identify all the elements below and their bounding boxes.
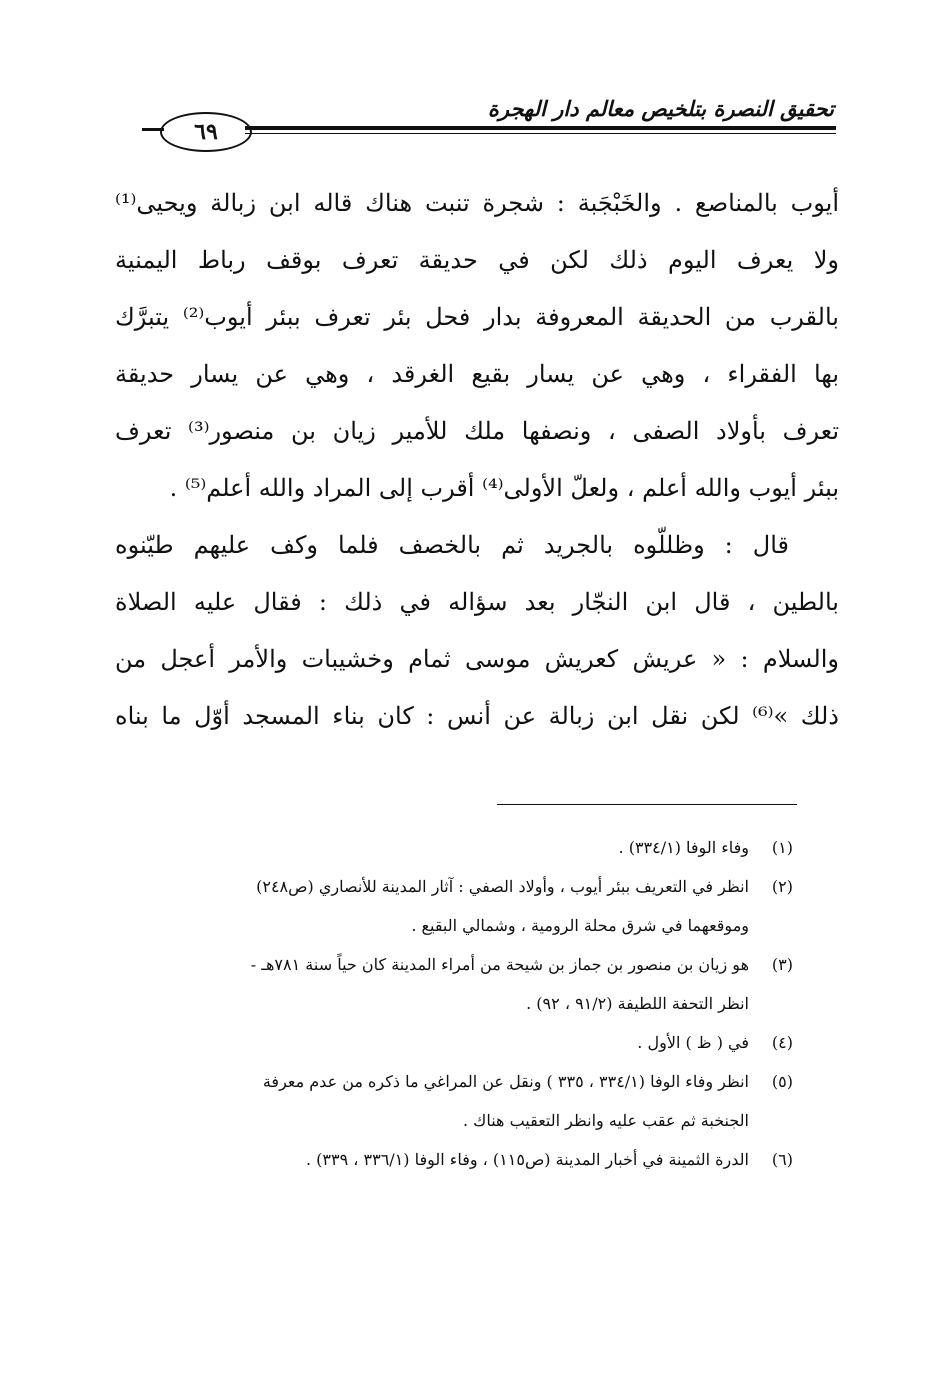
footnote-text: الجنخبة ثم عقب عليه وانظر التعقيب هناك . [462,1111,749,1130]
footnote-1 [115,828,793,867]
footnote-text: الدرة الثمينة في أخبار المدينة (ص١١٥) ، وفاء الوفا (٣٣٦/١ ، ٣٣٩) . [305,1150,749,1169]
header-rule-thick [245,126,836,130]
footnote-number: (٤) [771,1033,793,1052]
footnote-number: (١) [771,838,793,857]
page-header [0,0,944,160]
footnote-text: في ( ظ ) الأول . [637,1033,749,1052]
footnote-text: وفاء الوفا (٣٣٤/١) . [618,838,749,857]
footnote-2 [115,867,793,945]
footnote-4 [115,1023,793,1062]
header-rule-thin [245,133,836,134]
footnote-text: انظر وفاء الوفا (٣٣٤/١ ، ٣٣٥ ) ونقل عن المراغي ما ذكره من عدم معرفة [262,1072,749,1091]
main-text [115,175,839,745]
text-line: ولا يعرف اليوم ذلك لكن في حديقة تعرف بوقف رباط اليمنية [115,246,839,274]
footnote-text: انظر التحفة اللطيفة (٩١/٢ ، ٩٢) . [526,994,749,1013]
footnote-text: وموقعهما في شرق محلة الرومية ، وشمالي البقيع . [411,916,749,935]
footnote-number: (٣) [771,955,793,974]
text-line: تعرف بأولاد الصفى ، ونصفها ملك للأمير زيان بن منصور⁽³⁾ تعرف [115,417,839,445]
footnote-5 [115,1062,793,1140]
footnote-text: هو زيان بن منصور بن جماز بن شيحة من أمراء المدينة كان حياً سنة ٧٨١هـ - [250,955,749,974]
text-line: أيوب بالمناصع . والخَبْجَبة : شجرة تنبت هناك قاله ابن زبالة ويحيى⁽¹⁾ [115,189,839,217]
text-line: بالطين ، قال ابن النجّار بعد سؤاله في ذلك : فقال عليه الصلاة [115,588,839,616]
text-line: ببئر أيوب والله أعلم ، ولعلّ الأولى⁽⁴⁾ أقرب إلى المراد والله أعلم⁽⁵⁾ . [169,474,839,502]
footnote-3 [115,945,793,1023]
footnote-number: (٦) [771,1150,793,1169]
text-line: والسلام : « عريش كعريش موسى ثمام وخشيبات والأمر أعجل من [115,645,839,673]
footnote-6 [115,1140,793,1179]
footnote-text: انظر في التعريف ببئر أيوب ، وأولاد الصفي : آثار المدينة للأنصاري (ص٢٤٨) [256,877,749,896]
text-line: بالقرب من الحديقة المعروفة بدار فحل بئر تعرف ببئر أيوب⁽²⁾ يتبرَّك [115,303,839,331]
text-line: ذلك »⁽⁶⁾ لكن نقل ابن زبالة عن أنس : كان بناء المسجد أوّل ما بناه [115,702,839,730]
text-line: بها الفقراء ، وهي عن يسار بقيع الغرقد ، وهي عن يسار حديقة [115,360,839,388]
footnote-number: (٢) [771,877,793,896]
text-line: قال : وظللّوه بالجريد ثم بالخصف فلما وكف عليهم طيّنوه [115,531,789,559]
running-title: تحقيق النصرة بتلخيص معالم دار الهجرة [487,96,834,121]
footnote-divider [497,804,797,805]
page-number: ٦٩ [160,112,252,152]
footnotes [115,828,793,1179]
footnote-number: (٥) [771,1072,793,1091]
